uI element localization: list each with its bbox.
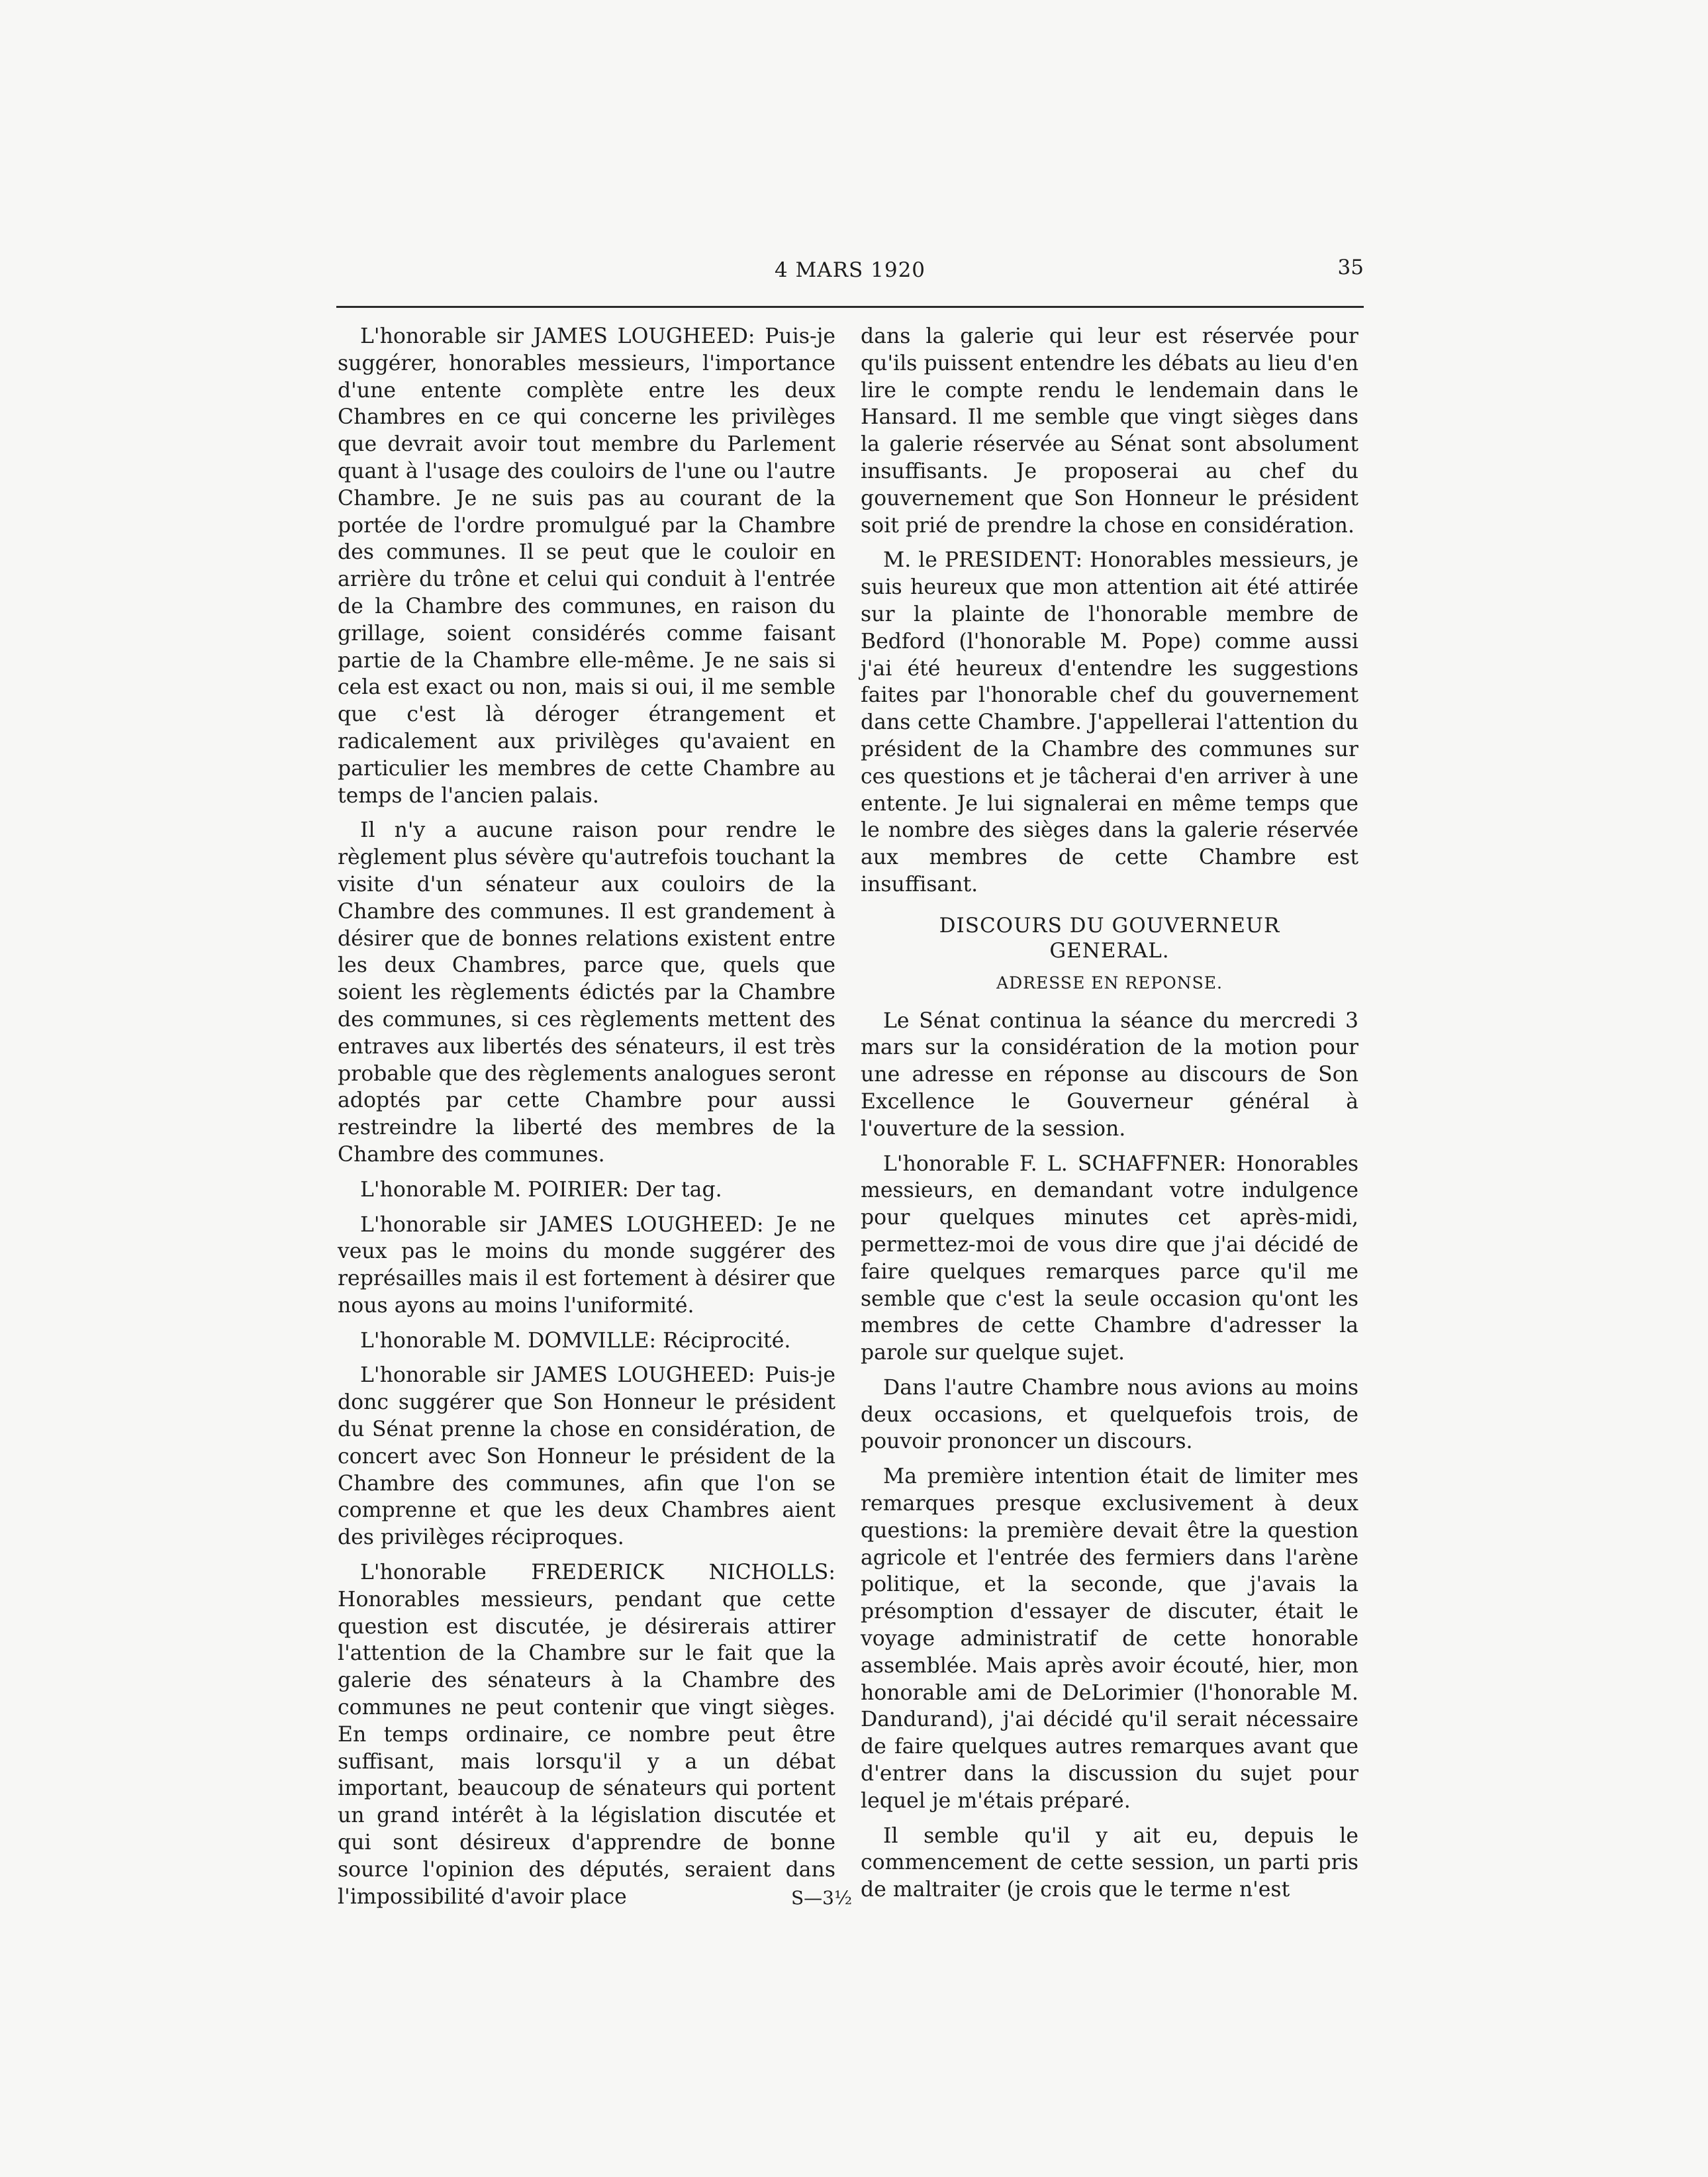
page-header bbox=[336, 252, 1364, 305]
paragraph: Dans l'autre Chambre nous avions au moins deux occasions, et quelquefois trois, de pouvoir prononcer un discours. bbox=[861, 1375, 1358, 1454]
right-column bbox=[861, 323, 1358, 1911]
paragraph: L'honorable M. DOMVILLE: Réciprocité. bbox=[360, 1328, 791, 1353]
paragraph: Ma première intention était de limiter mes remarques presque exclusivement à deux questions: la première devait être la question agricole et l'entrée des fermiers dans l'arène politique, et la seconde, que j'avais la présomption d'essayer de discuter, était le voyage administratif de cette honorable assemblée. Mais après avoir écouté, hier, mon honorable ami de DeLorimier (l'honorable M. Dandurand), j'ai décidé qu'il serait nécessaire de faire quelques autres remarques avant que d'entrer dans la discussion du sujet pour lequel je m'étais préparé. bbox=[861, 1465, 1358, 1813]
paragraph: dans la galerie qui leur est réservée pour qu'ils puissent entendre les débats au lieu d'en lire le compte rendu le lendemain dans le Hansard. Il me semble que vingt sièges dans la galerie réservée au Sénat sont absolument insuffisants. Je proposerai au chef du gouvernement que Son Honneur le président soit prié de prendre la chose en considération. bbox=[861, 324, 1358, 538]
left-column bbox=[338, 323, 835, 1918]
header-date: 4 MARS 1920 bbox=[774, 258, 926, 282]
subsection-title: ADRESSE EN REPONSE. bbox=[996, 973, 1223, 992]
page-number: 35 bbox=[1337, 256, 1364, 279]
paragraph: L'honorable FREDERICK NICHOLLS: Honorables messieurs, pendant que cette question est discutée, je désirerais attirer l'attention de la Chambre sur le fait que la galerie des sénateurs à la Chambre des communes ne peut contenir que vingt sièges. En temps ordinaire, ce nombre peut être suffisant, mais lorsqu'il y a un débat important, beaucoup de sénateurs qui portent un grand intérêt à la législation discutée et qui sont désireux d'apprendre de bonne source l'opinion des députés, seraient dans l'impossibilité d'avoir place bbox=[338, 1561, 835, 1909]
paragraph: L'honorable sir JAMES LOUGHEED: Puis-je donc suggérer que Son Honneur le président du Sénat prenne la chose en considération, de concert avec Son Honneur le président de la Chambre des communes, afin que l'on se comprenne et que les deux Chambres aient des privilèges réciproques. bbox=[338, 1363, 835, 1550]
paragraph: L'honorable F. L. SCHAFFNER: Honorables messieurs, en demandant votre indulgence pour quelques minutes cet après-midi, permettez-moi de vous dire que j'ai décidé de faire quelques remarques parce qu'il me semble que c'est la seule occasion qu'ont les membres de cette Chambre d'adresser la parole sur quelque sujet. bbox=[861, 1151, 1358, 1365]
section-title bbox=[861, 913, 1358, 963]
paragraph: L'honorable M. POIRIER: Der tag. bbox=[360, 1177, 722, 1202]
paragraph: M. le PRESIDENT: Honorables messieurs, je suis heureux que mon attention ait été attirée sur la plainte de l'honorable membre de Bedford (l'honorable M. Pope) comme aussi j'ai été heureux d'entendre les suggestions faites par l'honorable chef du gouvernement dans cette Chambre. J'appellerai l'attention du président de la Chambre des communes sur ces questions et je tâcherai d'en arriver à une entente. Je lui signalerai en même temps que le nombre des sièges dans la galerie réservée aux membres de cette Chambre est insuffisant. bbox=[861, 548, 1358, 896]
paragraph: Le Sénat continua la séance du mercredi 3 mars sur la considération de la motion pour une adresse en réponse au discours de Son Excellence le Gouverneur général à l'ouverture de la session. bbox=[861, 1008, 1358, 1141]
paragraph: Il n'y a aucune raison pour rendre le règlement plus sévère qu'autrefois touchant la visite d'un sénateur aux couloirs de la Chambre des communes. Il est grandement à désirer que de bonnes relations existent entre les deux Chambres, parce que, quels que soient les règlements édictés par la Chambre des communes, si ces règlements mettent des entraves aux libertés des sénateurs, il est très probable que des règlements analogues seront adoptés par cette Chambre pour aussi restreindre la liberté des membres de la Chambre des communes. bbox=[338, 818, 835, 1167]
paragraph: L'honorable sir JAMES LOUGHEED: Puis-je suggérer, honorables messieurs, l'importance d'une entente complète entre les deux Chambres en ce qui concerne les privilèges que devrait avoir tout membre du Parlement quant à l'usage des couloirs de l'une ou l'autre Chambre. Je ne suis pas au courant de la portée de l'ordre promulgué par la Chambre des communes. Il se peut que le couloir en arrière du trône et celui qui conduit à l'entrée de la Chambre des communes, en raison du grillage, soient considérés comme faisant partie de la Chambre elle-même. Je ne sais si cela est exact ou non, mais si oui, il me semble que c'est là déroger étrangement et radicalement aux privilèges qu'avaient en particulier les membres de cette Chambre au temps de l'ancien palais. bbox=[338, 324, 835, 808]
paragraph: L'honorable sir JAMES LOUGHEED: Je ne veux pas le moins du monde suggérer des représailles mais il est fortement à désirer que nous ayons au moins l'uniformité. bbox=[338, 1212, 835, 1318]
section-title-line: DISCOURS DU GOUVERNEUR bbox=[939, 913, 1280, 938]
section-title-line: GENERAL. bbox=[1049, 938, 1170, 963]
paragraph: Il semble qu'il y ait eu, depuis le commencement de cette session, un parti pris de maltraiter (je crois que le terme n'est bbox=[861, 1823, 1358, 1902]
header-rule bbox=[336, 306, 1364, 308]
signature-mark: S—3½ bbox=[791, 1887, 853, 1909]
